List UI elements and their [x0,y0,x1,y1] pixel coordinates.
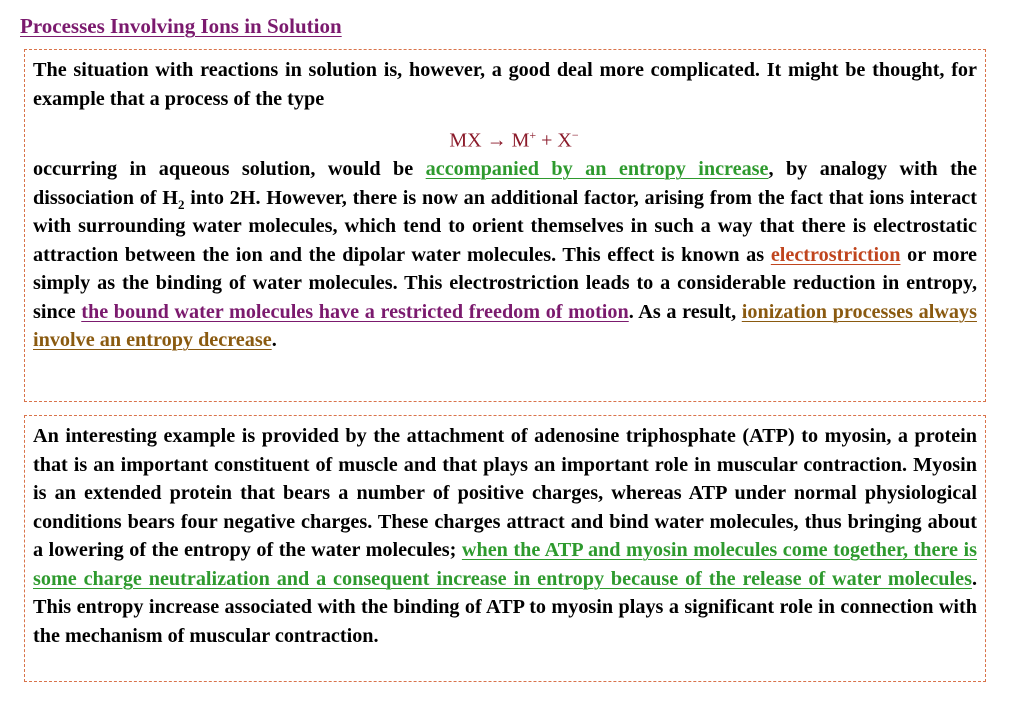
atp-myosin-paragraph [33,422,977,650]
text-segment: or more simply as the binding of water molecules. This electrostriction leads to a considerable reduction in entropy, since [33,243,977,323]
equation-plus: + [541,129,553,152]
atp-myosin-box [24,415,986,682]
highlight-entropy-decrease: ionization processes always involve an entropy decrease [33,300,977,351]
equation-anion: X [557,129,572,152]
highlight-charge-neutralization: when the ATP and myosin molecules come together, there is some charge neutralization and a consequent increase in entropy because of the release of water molecules [33,539,977,590]
dissociation-equation [33,121,977,152]
ions-in-solution-box [24,49,986,402]
text-segment: An interesting example is provided by the attachment of adenosine triphosphate (ATP) to myosin, a protein that is an important constituent of muscle and that plays an important role in muscular contraction. Myosin is an extended protein that bears a number of positive charges, whereas ATP under normal physiological conditions bears four negative charges. These charges attract and bind water molecules, thus bringing about a lowering of the entropy of the water molecules; [33,425,977,561]
text-segment: , by analogy with the dissociation of H [33,158,977,209]
text-segment: . This entropy increase associated with the binding of ATP to myosin plays a significant role in connection with the mechanism of muscular contraction. [33,567,977,647]
electrostriction-paragraph [33,155,977,355]
equation-cation: M [511,129,530,152]
highlight-restricted-motion: the bound water molecules have a restricted freedom of motion [81,300,629,323]
equation-arrow: → [486,129,507,152]
highlight-entropy-increase: accompanied by an entropy increase [425,158,769,180]
page-title: Processes Involving Ions in Solution [20,14,342,38]
intro-paragraph: The situation with reactions in solution is, however, a good deal more complicated. It might be thought, for example that a process of the type [33,59,977,110]
anion-charge: − [571,128,579,142]
highlight-electrostriction: electrostriction [770,243,901,266]
text-segment: occurring in aqueous solution, would be [33,158,426,180]
text-segment: . [271,329,277,351]
cation-charge: + [529,128,537,142]
equation-reactant: MX [449,129,482,152]
text-segment: . As a result, [628,300,742,323]
subscript-2: 2 [178,196,185,212]
text-segment: into 2H. However, there is now an additional factor, arising from the fact that ions interact with surrounding water molecules, which tend to orient themselves in such a way that there is electrostatic attraction between the ion and the dipolar water molecules. This effect is known as [33,186,977,266]
